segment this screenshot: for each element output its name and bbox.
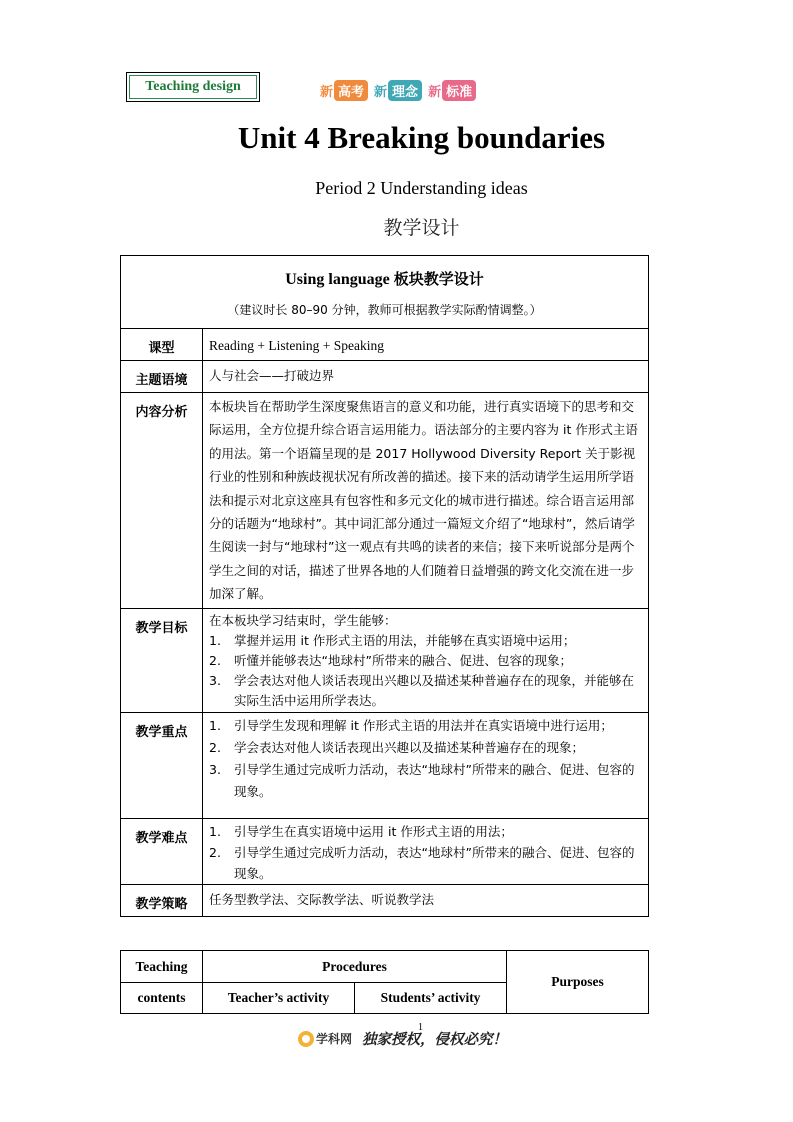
difficulty-item: 2. 引导学生通过完成听力活动，表达“地球村”所带来的融合、促进、包容的现象。 [209,845,635,881]
contents-header: contents [121,983,203,1014]
slogan-char-2: 新 [374,84,388,100]
row-label-content-analysis: 内容分析 [121,393,203,609]
objective-item: 2. 听懂并能够表达“地球村”所带来的融合、促进、包容的现象； [209,653,572,668]
teaching-design-label: Teaching design [129,75,257,99]
page-number: 1 [418,1022,423,1033]
page-title: Unit 4 Breaking boundaries [237,120,606,155]
difficulty-item: 1. 引导学生在真实语境中运用 it 作形式主语的用法； [209,824,513,839]
objective-item: 3. 学会表达对他人谈话表现出兴趣以及描述某种普遍存在的现象，并能够在实际生活中运用所学表达。 [209,673,635,708]
teacher-activity-header: Teacher’s activity [203,983,355,1014]
logo-text: 学科网 [316,1032,353,1046]
slogan-pill-2: 理念 [388,80,422,101]
design-table-heading [121,256,648,289]
teaching-design-tag [126,72,260,102]
row-label-strategy: 教学策略 [121,885,203,917]
objective-item: 1. 掌握并运用 it 作形式主语的用法，并能够在真实语境中运用； [209,633,576,648]
row-value-theme: 人与社会——打破边界 [203,361,649,393]
slogan-pill-3: 标准 [442,80,476,101]
page-subtitle: Period 2 Understanding ideas [315,178,528,198]
heading-cn: 板块教学设计 [393,270,484,288]
row-value-strategy: 任务型教学法、交际教学法、听说教学法 [203,885,649,917]
row-label-key-points: 教学重点 [121,713,203,819]
logo-icon [298,1031,314,1047]
heading-en: Using language [285,271,394,288]
objectives-intro: 在本板块学习结束时，学生能够： [209,613,397,628]
key-point-item: 3. 引导学生通过完成听力活动，表达“地球村”所带来的融合、促进、包容的现象。 [209,762,635,799]
copyright-slogan: 独家授权，侵权必究！ [362,1032,508,1048]
row-label-course-type: 课型 [121,329,203,361]
purposes-header: Purposes [507,951,649,1014]
row-value-content-analysis: 本板块旨在帮助学生深度聚焦语言的意义和功能，进行真实语境下的思考和交际运用，全方位提升综合语言运用能力。语法部分的主要内容为 it 作形式主语的用法。第一个语篇呈现的是 2017 Hollywood Diversity Report 关于影视行业的性别和种族歧视状况有所改善的描述。接下来的活动请学生运用所学语法和提示对北京这座具有包容性和多元文化的城市进行描述。综合语言运用部分的话题为“地球村”。其中词汇部分通过一篇短文介绍了“地球村”，然后请学生阅读一封与“地球村”这一观点有共鸣的读者的来信；接下来听说部分是两个学生之间的对话，描述了世界各地的人们随着日益增强的跨文化交流在进一步加深了解。 [203,393,649,609]
row-label-objectives: 教学目标 [121,609,203,713]
key-point-item: 2. 学会表达对他人谈话表现出兴趣以及描述某种普遍存在的现象； [209,740,585,755]
row-value-difficulties [203,819,649,885]
row-value-key-points [203,713,649,819]
slogan-pill-1: 高考 [334,80,368,101]
procedures-header: Procedures [203,951,507,983]
row-value-course-type: Reading + Listening + Speaking [203,329,649,361]
footer [298,1028,507,1049]
site-logo [298,1030,352,1047]
design-table-header [121,256,649,329]
teaching-header: Teaching [121,951,203,983]
design-table [120,255,649,917]
row-label-theme: 主题语境 [121,361,203,393]
procedure-table [120,950,649,1014]
row-label-difficulties: 教学难点 [121,819,203,885]
row-value-objectives [203,609,649,713]
slogan-char-1: 新 [320,84,334,100]
duration-note: （建议时长 80–90 分钟，教师可根据教学实际酌情调整。） [227,303,542,317]
page-subtitle-cn: 教学设计 [383,217,460,239]
students-activity-header: Students’ activity [355,983,507,1014]
key-point-item: 1. 引导学生发现和理解 it 作形式主语的用法并在真实语境中进行运用； [209,718,613,733]
slogan-char-3: 新 [428,84,442,100]
slogan-banner [320,79,482,101]
